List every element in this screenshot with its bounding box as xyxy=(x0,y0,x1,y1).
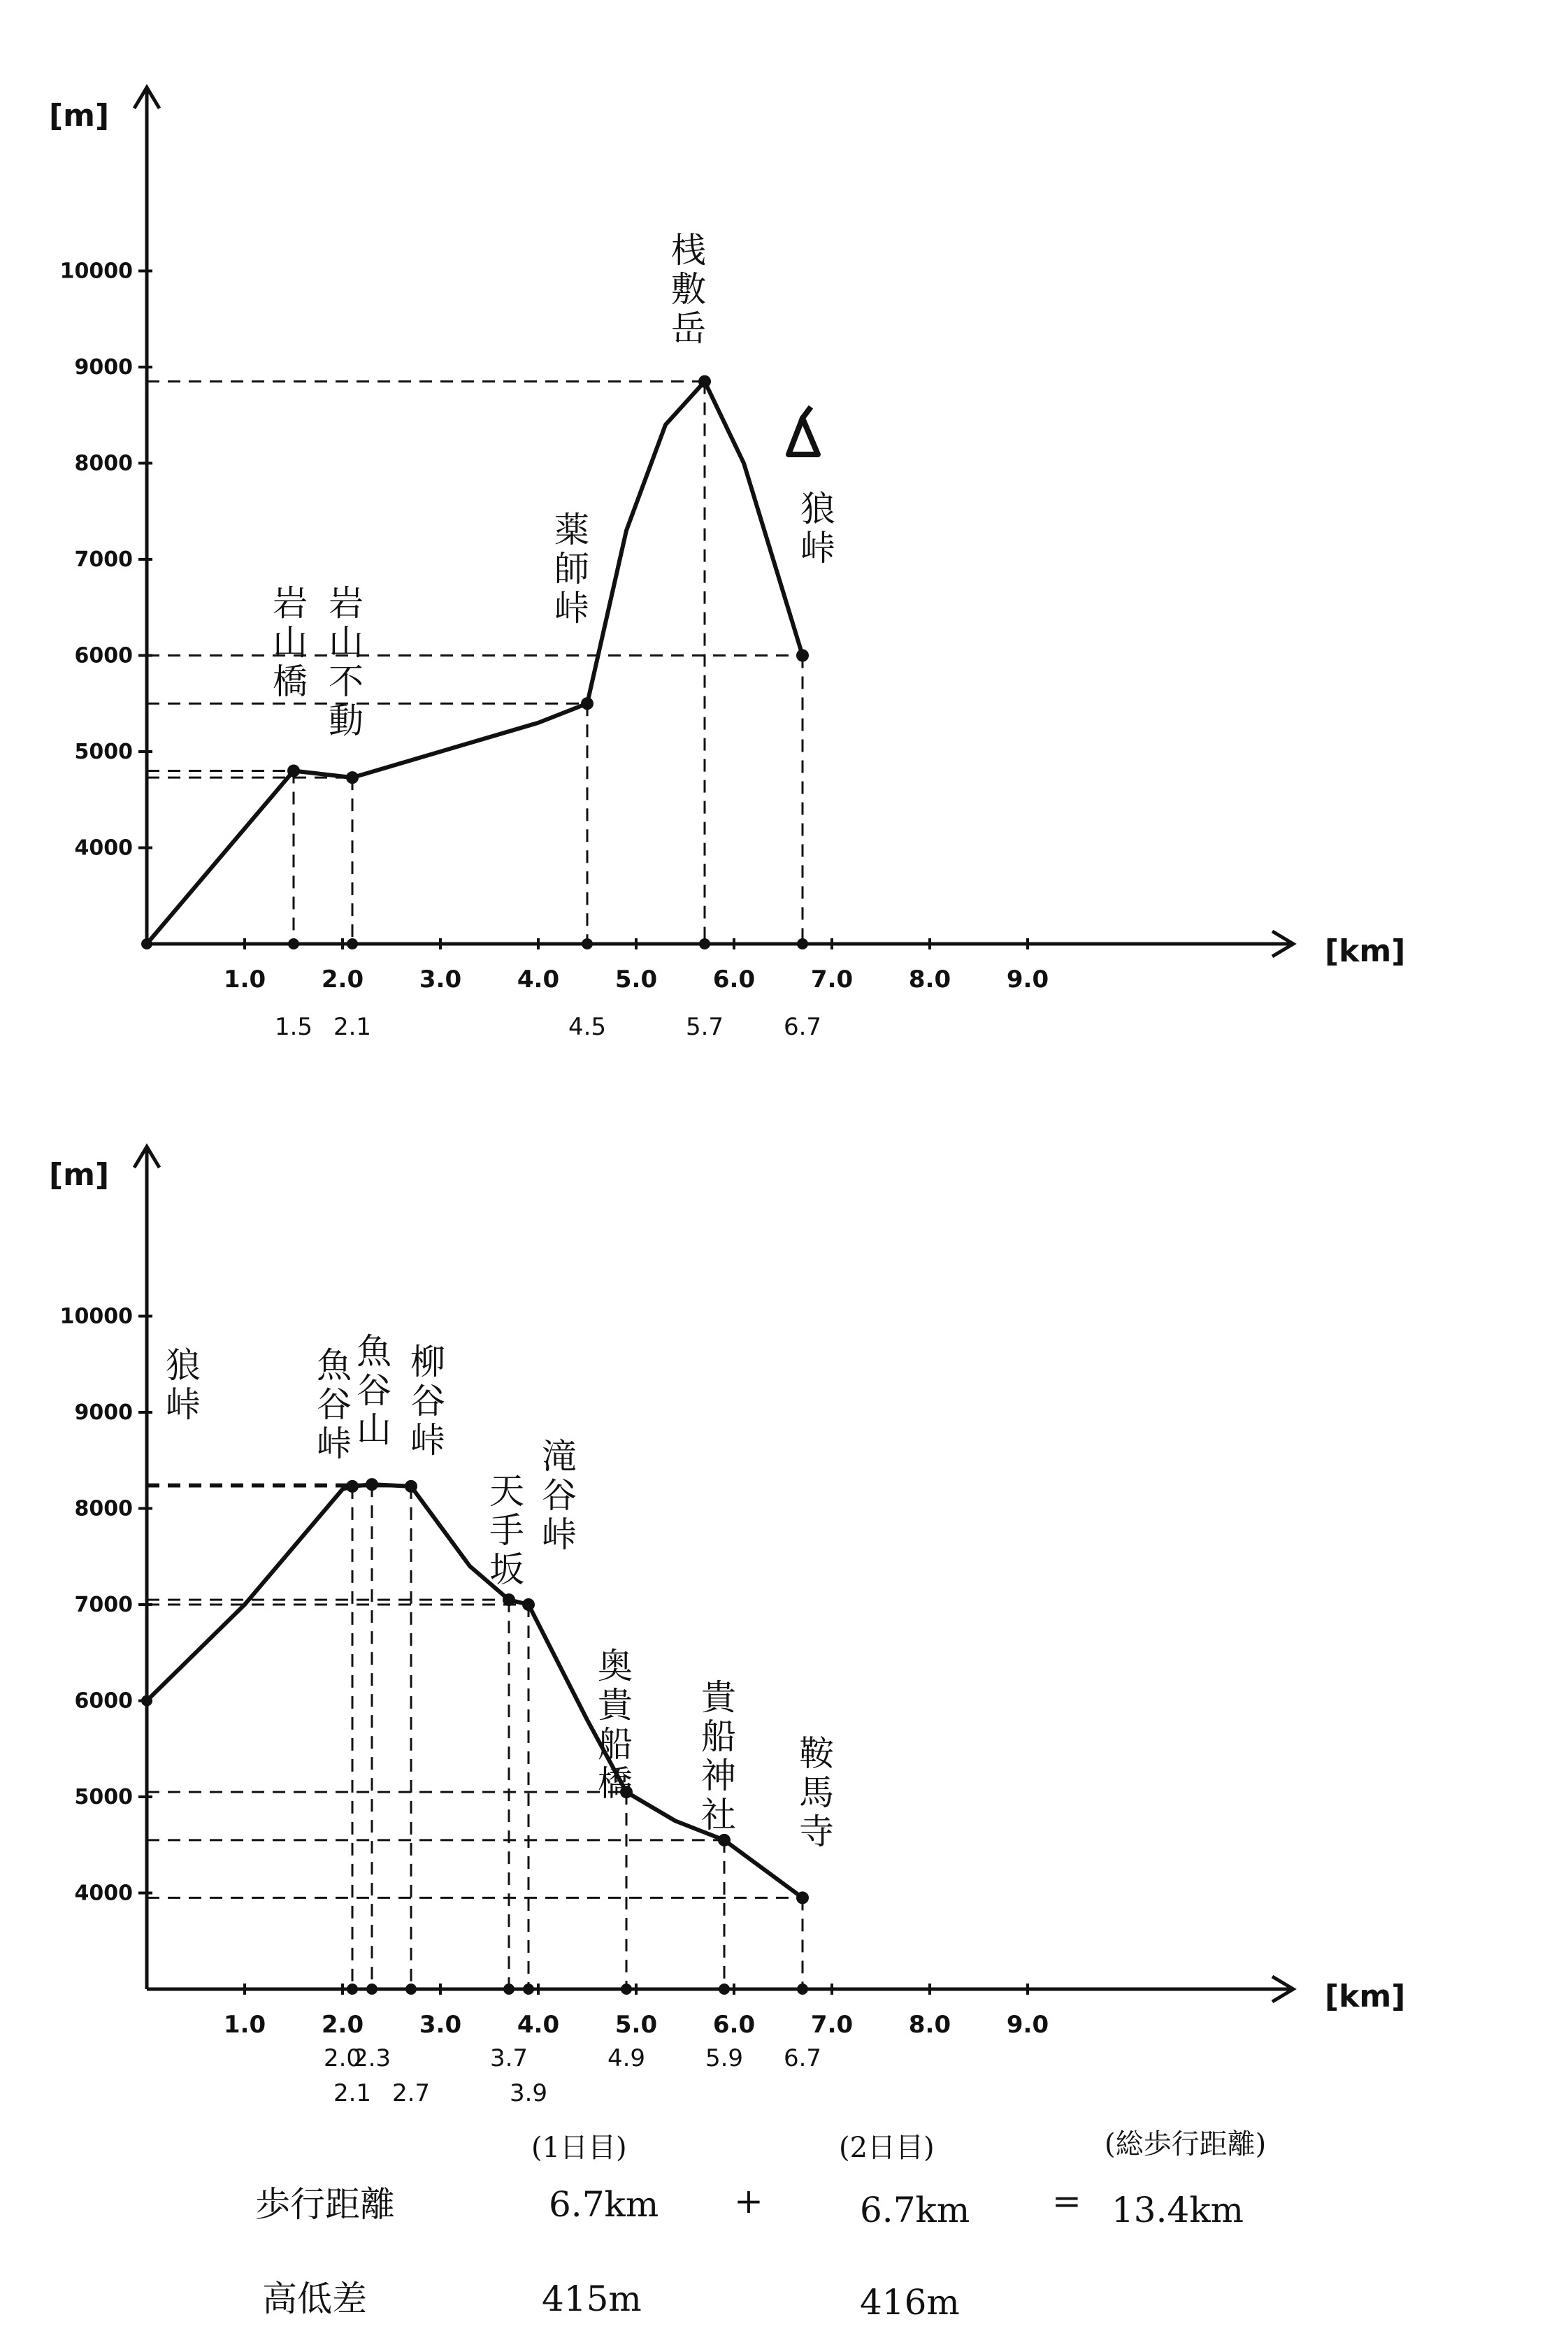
waypoint-dot xyxy=(287,765,300,777)
place-name-label-char: 社 xyxy=(701,1795,736,1835)
place-name-label-char: 敷 xyxy=(671,269,706,310)
x-tick-label: 3.0 xyxy=(419,2011,462,2039)
place-name-label-char: 鞍 xyxy=(799,1733,834,1774)
place-name-label-char: 谷 xyxy=(410,1381,445,1421)
place-name-label xyxy=(701,1677,738,1835)
place-name-label-char: 船 xyxy=(701,1716,736,1757)
place-name-label-char: 薬 xyxy=(554,510,589,550)
x-tick-label: 2.0 xyxy=(321,966,364,994)
chart-day2 xyxy=(0,1049,1568,2125)
waypoint-dot xyxy=(698,375,711,388)
summary-height-day2: 416m xyxy=(860,2282,960,2323)
x-axis-label: [km] xyxy=(1325,933,1406,969)
x-axis-point-dot xyxy=(405,1984,417,1995)
y-tick-label: 6000 xyxy=(74,1688,133,1714)
place-name-label-char: 不 xyxy=(329,661,364,702)
place-name-label-char: 峠 xyxy=(554,588,589,629)
waypoint-dot xyxy=(581,697,594,710)
place-name-label xyxy=(317,1345,352,1464)
summary-height-label: 高低差 xyxy=(262,2279,367,2319)
y-tick-label: 6000 xyxy=(74,643,133,668)
place-name-label xyxy=(273,583,308,702)
tent-icon-pole xyxy=(803,407,811,418)
y-tick-label: 5000 xyxy=(74,1785,133,1809)
y-tick-label: 10000 xyxy=(59,1304,133,1329)
x-tick-label: 6.0 xyxy=(712,966,756,994)
y-tick-label: 10000 xyxy=(59,259,133,284)
x-tick-label: 3.0 xyxy=(419,966,462,994)
place-name-label-char: 山 xyxy=(273,622,308,663)
x-axis-point-dot xyxy=(347,938,358,949)
place-name-label-char: 手 xyxy=(489,1510,524,1551)
x-tick-label: 8.0 xyxy=(908,2011,951,2039)
place-name-label-char: 坂 xyxy=(489,1549,524,1590)
x-tick-label: 5.0 xyxy=(614,966,658,994)
x-tick-label: 7.0 xyxy=(810,2011,854,2039)
waypoint-dot xyxy=(346,771,359,784)
x-tick-label: 1.0 xyxy=(223,2011,266,2039)
x-axis-label: [km] xyxy=(1325,1979,1406,2014)
place-name-label xyxy=(799,1733,835,1852)
waypoint-dot xyxy=(503,1593,515,1606)
place-name-label-char: 動 xyxy=(329,701,364,741)
waypoint-dot xyxy=(366,1478,378,1491)
y-tick-label: 8000 xyxy=(74,451,133,476)
tent-icon xyxy=(789,407,818,454)
x-distance-label: 2.0 xyxy=(323,2044,362,2072)
place-name-label-char: 魚 xyxy=(317,1345,352,1386)
summary-distance-total: 13.4km xyxy=(1112,2190,1244,2230)
waypoint-dot xyxy=(346,1480,359,1493)
x-distance-label: 5.7 xyxy=(685,1013,724,1041)
place-name-label-char: 滝 xyxy=(542,1436,577,1477)
y-tick-label: 7000 xyxy=(74,547,133,572)
place-name-label xyxy=(329,583,364,741)
x-tick-label: 7.0 xyxy=(810,966,854,994)
x-distance-label: 3.9 xyxy=(509,2079,548,2107)
place-name-label-char: 岩 xyxy=(273,583,308,624)
place-name-label-char: 橋 xyxy=(598,1763,633,1804)
x-tick-label: 4.0 xyxy=(517,2011,560,2039)
x-axis-point-dot xyxy=(288,938,299,949)
place-name-label-char: 谷 xyxy=(317,1384,352,1425)
place-name-label xyxy=(598,1646,635,1804)
waypoint-dot xyxy=(796,1891,809,1904)
place-name-label xyxy=(410,1342,445,1461)
place-name-label-char: 柳 xyxy=(410,1342,445,1382)
place-name-label xyxy=(800,489,835,568)
x-distance-label: 2.1 xyxy=(333,2079,372,2107)
tent-icon-body xyxy=(789,418,818,454)
y-tick-label: 8000 xyxy=(74,1496,133,1521)
place-name-label-char: 神 xyxy=(701,1756,736,1796)
x-axis-point-dot xyxy=(797,1984,808,1995)
place-name-label xyxy=(554,510,589,629)
x-distance-label: 2.7 xyxy=(391,2079,431,2107)
summary-equals: = xyxy=(1052,2181,1081,2221)
place-name-label-char: 谷 xyxy=(357,1370,391,1411)
x-axis-point-dot xyxy=(366,1984,377,1995)
waypoint-dot xyxy=(718,1834,731,1846)
place-name-label-char: 貴 xyxy=(701,1677,736,1718)
x-tick-label: 9.0 xyxy=(1006,2011,1049,2039)
x-axis-point-dot xyxy=(582,938,593,949)
place-name-label-char: 船 xyxy=(598,1724,633,1765)
x-distance-label: 2.1 xyxy=(333,1013,372,1041)
chart-day1 xyxy=(0,0,1568,1077)
summary-col-day2: (2日目) xyxy=(839,2132,935,2164)
x-tick-label: 1.0 xyxy=(223,966,266,994)
x-tick-label: 5.0 xyxy=(614,2011,658,2039)
summary-distance-label: 歩行距離 xyxy=(255,2184,395,2225)
summary-col-total: (総歩行距離) xyxy=(1105,2128,1267,2160)
place-name-label-char: 桟 xyxy=(671,230,706,271)
place-name-label-char: 谷 xyxy=(542,1475,577,1516)
y-axis-label: [m] xyxy=(49,1157,110,1193)
place-name-label-char: 峠 xyxy=(410,1420,445,1461)
place-name-label-char: 山 xyxy=(329,622,364,663)
place-name-label xyxy=(489,1471,524,1590)
place-name-label-char: 峠 xyxy=(542,1514,577,1555)
waypoint-dot xyxy=(522,1598,535,1611)
place-name-label-char: 山 xyxy=(357,1410,391,1450)
place-name-label-char: 天 xyxy=(489,1471,524,1512)
place-name-label xyxy=(542,1436,577,1555)
x-axis-point-dot xyxy=(347,1984,358,1995)
summary-height-day1: 415m xyxy=(542,2279,642,2319)
x-axis-point-dot xyxy=(797,938,808,949)
x-axis-point-dot xyxy=(503,1984,515,1995)
x-distance-label: 4.5 xyxy=(568,1013,607,1041)
x-tick-label: 6.0 xyxy=(712,2011,756,2039)
y-tick-label: 4000 xyxy=(74,1881,133,1906)
x-tick-label: 9.0 xyxy=(1006,966,1049,994)
y-tick-label: 9000 xyxy=(74,355,133,380)
place-name-label-char: 峠 xyxy=(166,1384,201,1425)
x-distance-label: 1.5 xyxy=(274,1013,313,1041)
place-name-label-char: 狼 xyxy=(166,1345,201,1386)
x-distance-label: 6.7 xyxy=(783,2044,822,2072)
place-name-label xyxy=(357,1331,392,1450)
waypoint-dot xyxy=(796,650,809,662)
x-axis-point-dot xyxy=(621,1984,632,1995)
place-name-label-char: 師 xyxy=(554,549,589,589)
summary-col-day1: (1日目) xyxy=(531,2132,627,2164)
summary-distance-day1: 6.7km xyxy=(549,2184,659,2225)
summary-plus: + xyxy=(734,2181,763,2221)
y-axis-label: [m] xyxy=(49,98,110,134)
summary-table xyxy=(0,2097,1568,2331)
place-name-label xyxy=(166,1345,201,1425)
place-name-label-char: 馬 xyxy=(799,1772,834,1813)
x-tick-label: 2.0 xyxy=(321,2011,364,2039)
x-tick-label: 4.0 xyxy=(517,966,560,994)
place-name-label-char: 魚 xyxy=(357,1331,391,1372)
x-axis-point-dot xyxy=(523,1984,534,1995)
y-tick-label: 4000 xyxy=(74,835,133,861)
x-distance-label: 6.7 xyxy=(783,1013,822,1041)
place-name-label-char: 峠 xyxy=(317,1423,352,1464)
place-name-label-char: 貴 xyxy=(598,1685,633,1726)
place-name-label-char: 岳 xyxy=(671,308,706,349)
x-axis-point-dot xyxy=(699,938,710,949)
place-name-label-char: 橋 xyxy=(273,661,308,702)
place-name-label-char: 峠 xyxy=(800,528,835,568)
place-name-label-char: 奥 xyxy=(598,1646,633,1686)
place-name-label-char: 寺 xyxy=(799,1812,834,1852)
place-name-label xyxy=(671,230,706,349)
x-axis-point-dot xyxy=(719,1984,730,1995)
y-tick-label: 7000 xyxy=(74,1593,133,1617)
x-distance-label: 5.9 xyxy=(705,2044,744,2072)
waypoint-dot xyxy=(405,1480,417,1493)
y-tick-label: 9000 xyxy=(74,1400,133,1425)
x-tick-label: 8.0 xyxy=(908,966,951,994)
start-dot xyxy=(141,1695,152,1707)
x-distance-label: 2.3 xyxy=(352,2044,391,2072)
x-distance-label: 4.9 xyxy=(607,2044,646,2072)
y-tick-label: 5000 xyxy=(74,740,133,764)
summary-distance-day2: 6.7km xyxy=(860,2190,970,2230)
origin-dot xyxy=(141,938,152,949)
place-name-label-char: 狼 xyxy=(800,489,835,529)
x-distance-label: 3.7 xyxy=(489,2044,528,2072)
place-name-label-char: 岩 xyxy=(329,583,364,624)
